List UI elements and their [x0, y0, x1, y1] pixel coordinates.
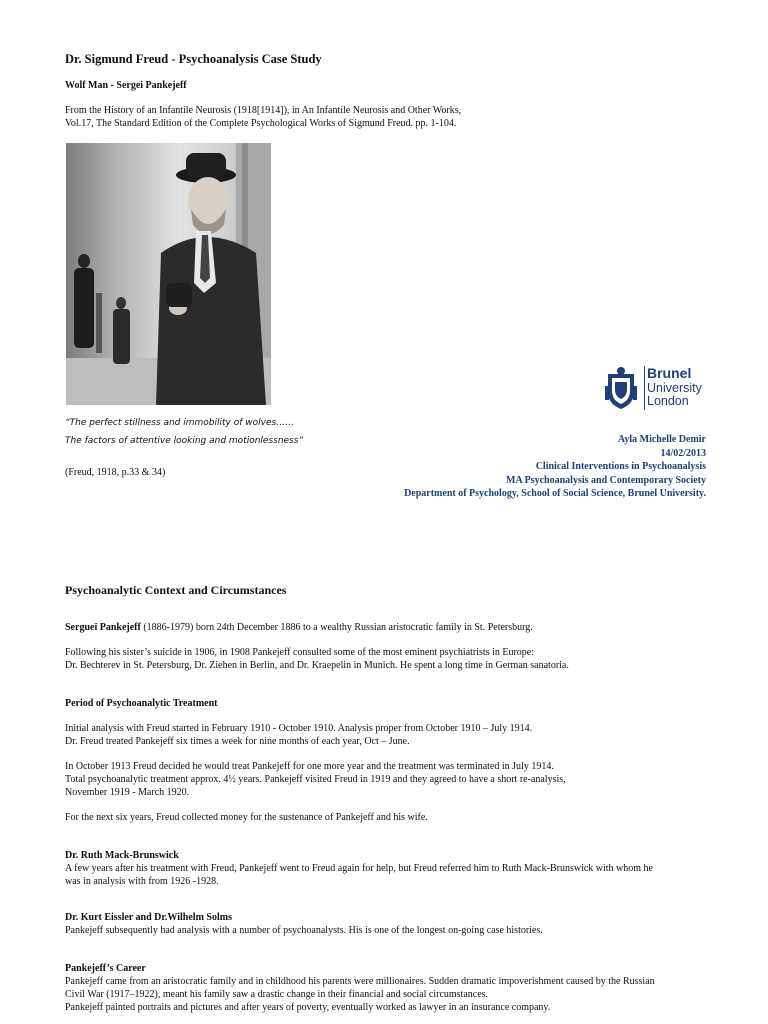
source-line-2: Vol.17, The Standard Edition of the Complete Psychological Works of Sigmund Freud. pp. 1-104.	[65, 118, 457, 129]
career-line3: Pankejeff painted portraits and pictures and after years of poverty, eventually worked as lawyer in an insurance company.	[65, 1002, 551, 1013]
quote-line-2: The factors of attentive looking and motionlessness”	[65, 436, 304, 446]
context-para2-line1: Following his sister’s suicide in 1906, in 1908 Pankejeff consulted some of the most eminent psychiatrists in Europe:	[65, 647, 535, 658]
author-block	[404, 433, 706, 501]
treatment-p3: For the next six years, Freud collected money for the sustenance of Pankejeff and his wife.	[65, 812, 428, 823]
author-course: MA Psychoanalysis and Contemporary Society	[506, 474, 706, 486]
page-subtitle: Wolf Man - Sergei Pankejeff	[65, 80, 187, 91]
treatment-p1-line1: Initial analysis with Freud started in February 1910 - October 1910. Analysis proper from October 1910 – July 1914.	[65, 723, 533, 734]
logo-line-1: Brunel	[647, 365, 692, 381]
source-line-1: From the History of an Infantile Neurosis (1918[1914]), in An Infantile Neurosis and Other Works,	[65, 105, 462, 116]
quote-citation: (Freud, 1918, p.33 & 34)	[65, 467, 166, 478]
treatment-p2-line2: Total psychoanalytic treatment approx. 4½ years. Pankejeff visited Freud in 1919 and they agreed to have a short re-analysis,	[65, 774, 566, 785]
subject-name: Sergueï Pankejeff	[65, 622, 141, 633]
author-name: Ayla Michelle Demir	[617, 434, 706, 445]
career-heading: Pankejeff’s Career	[65, 963, 146, 974]
eissler-heading: Dr. Kurt Eissler and Dr.Wilhelm Solms	[65, 912, 232, 923]
career-line2: Civil War (1917–1922), meant his family saw a drastic change in their financial and social circumstances.	[65, 989, 489, 1000]
freud-photograph	[66, 143, 271, 405]
logo-line-2: University	[647, 381, 702, 395]
logo-line-3: London	[647, 394, 689, 408]
context-heading: Psychoanalytic Context and Circumstances	[65, 583, 287, 597]
career-line1: Pankejeff came from an aristocratic family and in childhood his parents were millionaires. Sudden dramatic impoverishment caused by the Russian	[65, 976, 655, 987]
mack-line2: was in analysis with from 1926 -1928.	[65, 876, 219, 887]
page-title: Dr. Sigmund Freud - Psychoanalysis Case Study	[65, 52, 322, 66]
author-module: Clinical Interventions in Psychoanalysis	[535, 461, 706, 472]
photograph-illustration	[66, 143, 271, 405]
brunel-university-logo	[604, 366, 708, 410]
mack-heading: Dr. Ruth Mack-Brunswick	[65, 850, 179, 861]
author-date: 14/02/2013	[660, 447, 706, 459]
context-birth-line	[65, 621, 533, 634]
eissler-line1: Pankejeff subsequently had analysis with a number of psychoanalysts. His is one of the longest on-going case histories.	[65, 925, 543, 936]
mack-line1: A few years after his treatment with Freud, Pankejeff went to Freud again for help, but Freud referred him to Ruth Mack-Brunswick with whom he	[65, 863, 653, 874]
context-para2-line2: Dr. Bechterev in St. Petersburg, Dr. Ziehen in Berlin, and Dr. Kraepelin in Munich. He spent a long time in German sanatoria.	[65, 660, 569, 671]
treatment-p1-line2: Dr. Freud treated Pankejeff six times a week for nine months of each year, Oct – June.	[65, 736, 410, 747]
treatment-p2-line1: In October 1913 Freud decided he would treat Pankejeff for one more year and the treatment was terminated in July 1914.	[65, 761, 554, 772]
quote-line-1: “The perfect stillness and immobility of wolves……	[65, 418, 295, 428]
treatment-p2-line3: November 1919 - March 1920.	[65, 787, 190, 798]
treatment-heading: Period of Psychoanalytic Treatment	[65, 698, 218, 709]
birth-details: (1886-1979) born 24th December 1886 to a wealthy Russian aristocratic family in St. Petersburg.	[140, 622, 533, 633]
author-department: Department of Psychology, School of Social Science, Brunel University.	[404, 488, 706, 499]
logo-divider	[644, 366, 645, 410]
crest-icon	[604, 366, 638, 410]
